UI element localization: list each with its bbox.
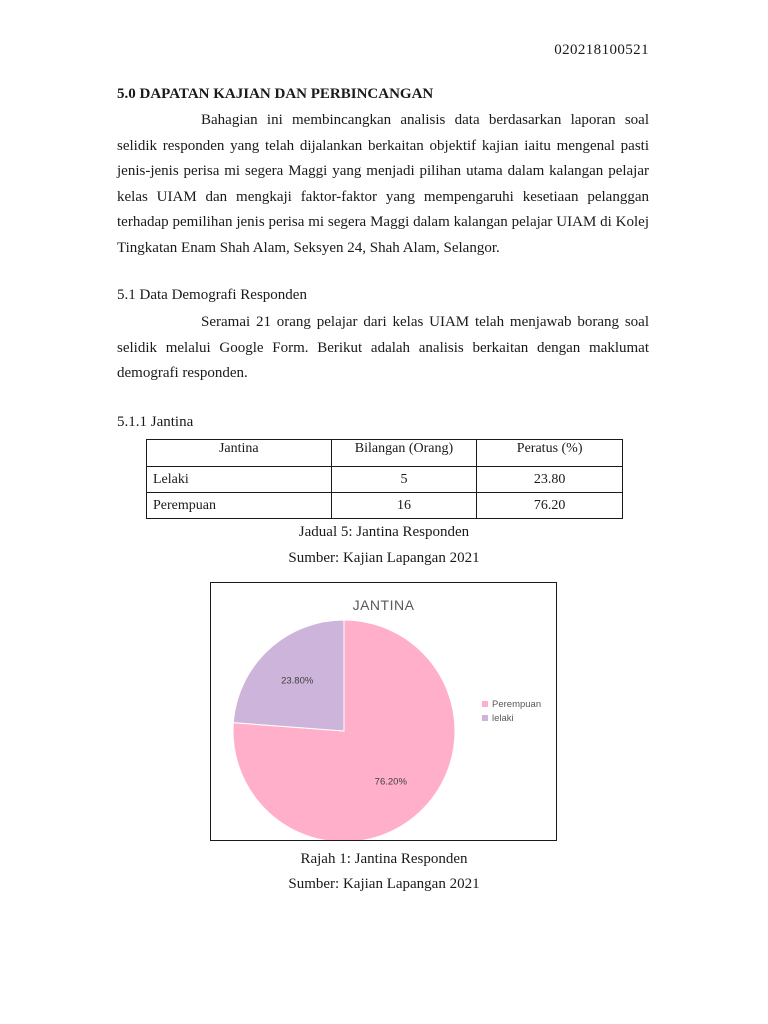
legend-item [482, 711, 541, 725]
table-row [147, 467, 623, 493]
legend-label: Perempuan [492, 698, 542, 710]
legend-swatch [482, 701, 488, 707]
chart-title: JANTINA [352, 597, 415, 613]
table-cell: 5 [331, 467, 477, 493]
pie-slice-label: 23.80% [281, 675, 314, 687]
legend-item [482, 697, 541, 711]
pie-chart-frame [210, 582, 557, 841]
table-source: Sumber: Kajian Lapangan 2021 [288, 550, 480, 566]
subsection-title-5-1: 5.1 Data Demografi Responden [117, 287, 307, 303]
table-cell: 23.80 [477, 467, 623, 493]
table-cell: 16 [331, 493, 477, 519]
section-heading: 5.0 DAPATAN KAJIAN DAN PERBINCANGAN [117, 86, 434, 102]
table-cell: Lelaki [147, 467, 332, 493]
table-header-cell: Peratus (%) [477, 440, 623, 467]
chart-legend [482, 697, 541, 725]
legend-swatch [482, 715, 488, 721]
table-cell: 76.20 [477, 493, 623, 519]
table-header-cell: Bilangan (Orang) [331, 440, 477, 467]
table-header-row [147, 440, 623, 467]
table-cell: Perempuan [147, 493, 332, 519]
subsection-title-5-1-1: 5.1.1 Jantina [117, 414, 194, 430]
gender-table [146, 439, 623, 519]
page-identifier: 020218100521 [554, 42, 649, 58]
table-header-cell: Jantina [147, 440, 332, 467]
demographic-paragraph: Seramai 21 orang pelajar dari kelas UIAM telah menjawab borang soal selidik melalui Google Form. Berikut adalah analisis berkaitan dengan maklumat demografi responden. [117, 314, 649, 381]
pie-slice-label: 76.20% [374, 776, 407, 788]
figure-source: Sumber: Kajian Lapangan 2021 [288, 876, 480, 892]
figure-caption: Rajah 1: Jantina Responden [300, 851, 468, 867]
intro-paragraph: Bahagian ini membincangkan analisis data berdasarkan laporan soal selidik responden yang telah dijalankan berkaitan objektif kajian iaitu mengenal pasti jenis-jenis perisa mi segera Maggi yang menjadi pilihan utama dalam kalangan pelajar kelas UIAM dan mengkaji faktor-faktor yang mempengaruhi kesetiaan pelanggan terhadap pemilihan jenis perisa mi segera Maggi dalam kalangan pelajar UIAM di Kolej Tingkatan Enam Shah Alam, Seksyen 24, Shah Alam, Selangor. [117, 112, 649, 256]
table-row [147, 493, 623, 519]
table-caption: Jadual 5: Jantina Responden [298, 524, 470, 540]
legend-label: lelaki [492, 712, 514, 724]
